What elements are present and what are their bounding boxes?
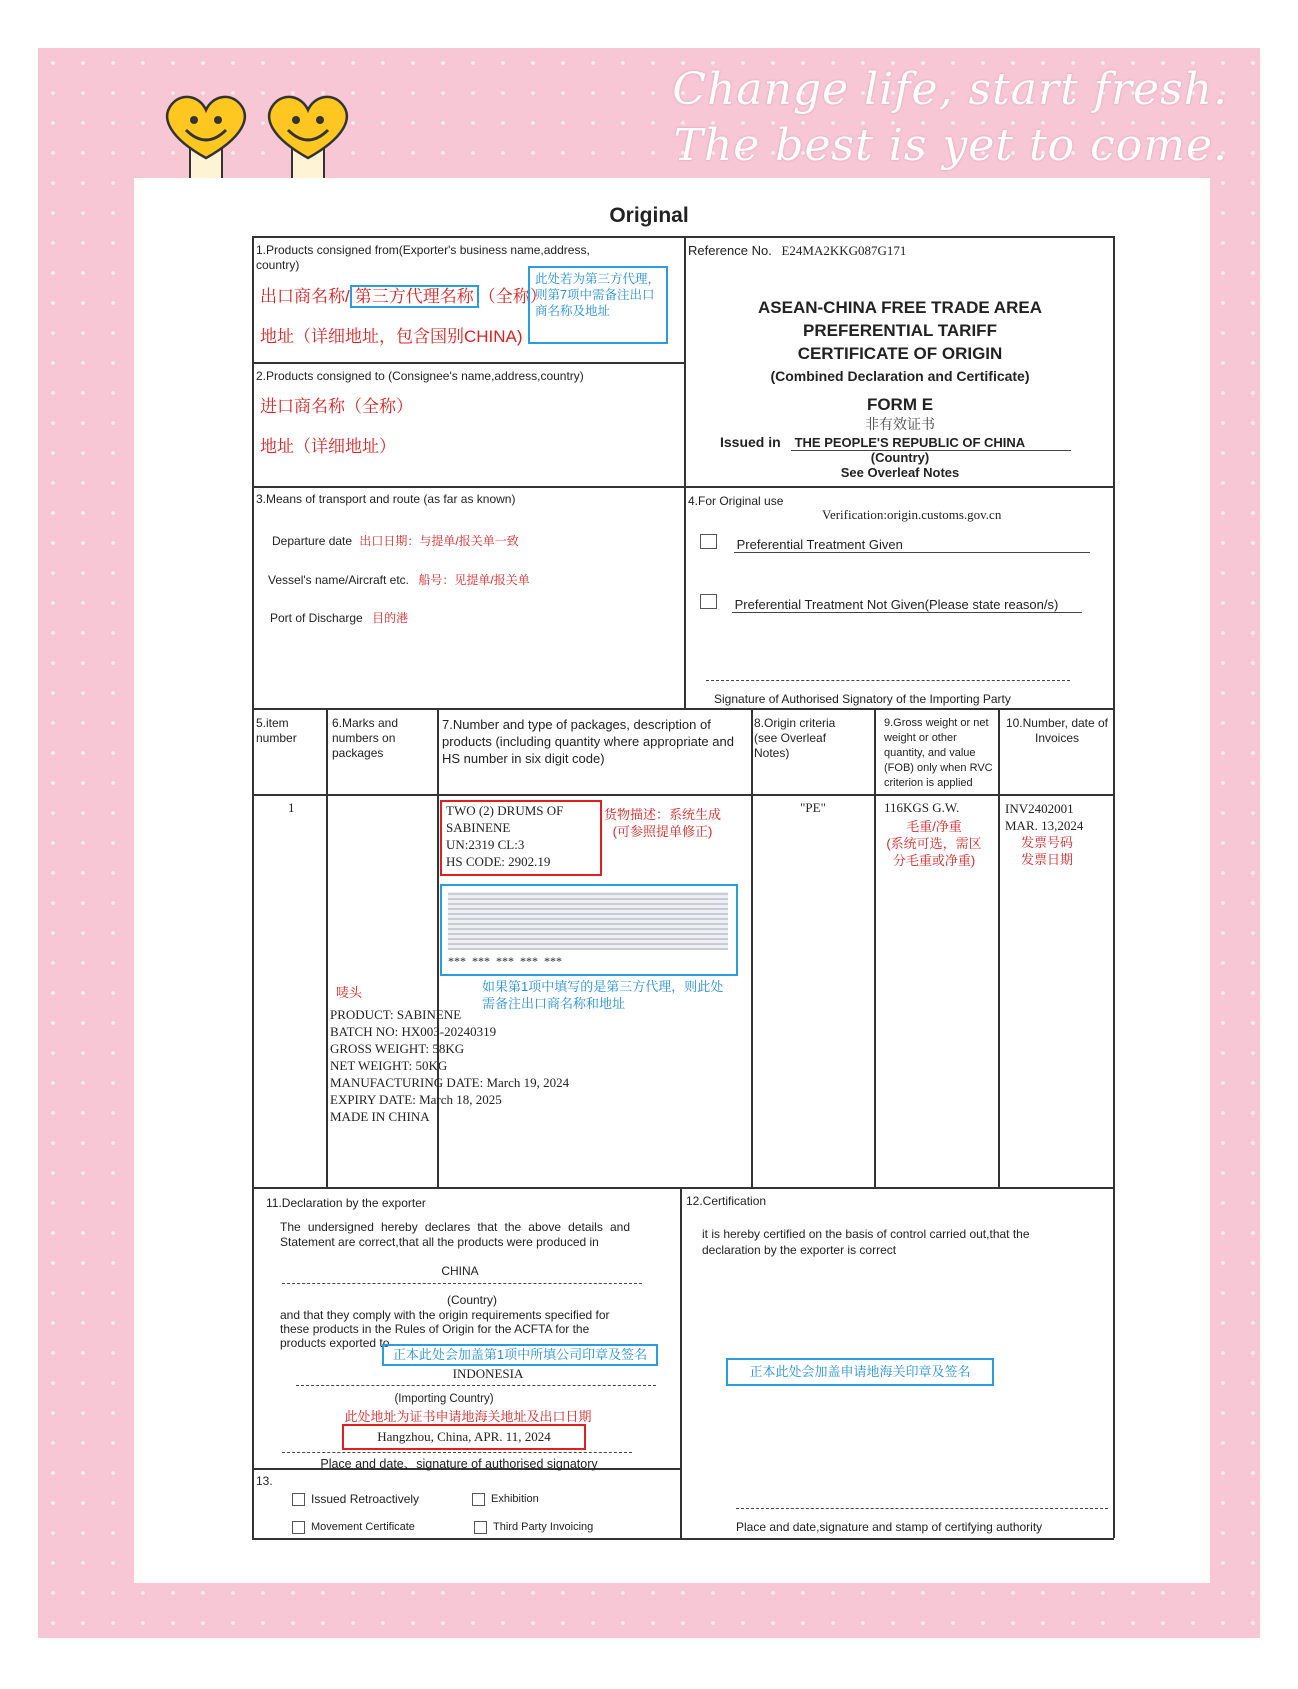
weight-note: 毛重/净重 (系统可选，需区 分毛重或净重) [886,819,982,868]
produced-country: CHINA [441,1264,479,1278]
divider-row2 [252,486,1114,488]
divider-row4 [252,1187,1114,1189]
origin-criterion: "PE" [800,800,826,815]
certification-text: it is hereby certified on the basis of control carried out,that the declaration by the exporter is correct [702,1227,1030,1257]
preferential-not-given-option[interactable]: Preferential Treatment Not Given(Please state reason/s) [700,594,1058,612]
third-party-remark: 如果第1项中填写的是第三方代理，则此处 需备注出口商名称和地址 [482,979,724,1011]
col-invoice: 10.Number, date of Invoices [1005,716,1109,745]
box3-label: 3.Means of transport and route (as far as known) [256,492,516,506]
smiley-heart-icon [262,88,354,180]
shipping-marks-label: 唛头 [336,985,363,1000]
goods-description: TWO (2) DRUMS OF SABINENE UN:2319 CL:3 HS CODE: 2902.19 [446,803,564,869]
checkbox[interactable] [472,1493,485,1506]
exporter-name: 出口商名称/ 第三方代理名称 （全称） [260,287,547,306]
signature-dashed-line [706,680,1070,681]
divider-col-header [252,794,1114,796]
box1-label: 1.Products consigned from(Exporter's business name,address, country) [256,243,590,272]
importing-dashed-line [296,1385,656,1386]
shipping-marks: PRODUCT: SABINENE BATCH NO: HX003-20240319 GROSS WEIGHT: 58KG NET WEIGHT: 50KG MANUFACTURING DATE: March 19, 2024 EXPIRY DATE: March 18, 2025 MADE IN CHINA [330,1007,570,1124]
divider-row3 [252,708,1114,710]
departure-date: Departure date 出口日期：与提单/报关单一致 [272,534,519,548]
certificate-header: ASEAN-CHINA FREE TRADE AREA PREFERENTIAL TARIFF CERTIFICATE OF ORIGIN (Combined Declaration and Certificate) FORM E [758,298,1042,414]
page-title: Original [609,204,689,227]
divider-box1-box2 [252,362,684,364]
box2-label: 2.Products consigned to (Consignee's name,address,country) [256,369,584,383]
description-note: 货物描述：系统生成 (可参照提单修正) [604,807,722,839]
blurred-exporter-info [448,892,728,950]
importing-country-label: (Importing Country) [394,1393,494,1405]
place-and-date-value: Hangzhou, China, APR. 11, 2024 [342,1424,586,1450]
invalid-certificate-mark: 非有效证书 [865,418,935,433]
third-party-note: 此处若为第三方代理，则第7项中需备注出口商名称及地址 [528,266,668,344]
box13-label: 13. [256,1474,273,1488]
exporter-stamp-note: 正本此处会加盖第1项中所填公司印章及签名 [382,1344,658,1366]
divider-col9 [874,708,876,1187]
issued-country: (Country) See Overleaf Notes [840,450,960,480]
banner-line-2: The best is yet to come. [673,120,1228,171]
table-border-bottom [252,1538,1114,1540]
box4-label: 4.For Original use [688,494,784,508]
place-label: Place and date、signature of authorised signatory [320,1457,598,1471]
certifying-dashed-line [736,1508,1108,1509]
vessel-name: Vessel's name/Aircraft etc. 船号：见提单/报关单 [268,573,530,587]
banner-line-1: Change life, start fresh. [672,64,1228,115]
col-origin-criteria: 8.Origin criteria (see Overleaf Notes) [754,716,836,760]
gross-weight: 116KGS G.W. [884,800,960,815]
smiley-heart-icon [160,88,252,180]
reference-number: Reference No. E24MA2KKG087G171 [688,243,907,258]
country-dashed-line [282,1283,642,1284]
col-item-number: 5.item number [256,716,297,745]
table-border-left [252,236,254,1538]
importing-country: INDONESIA [452,1366,524,1381]
verification-url: Verification:origin.customs.gov.cn [822,507,1002,522]
divider-col6 [326,708,328,1187]
certifying-signature-label: Place and date,signature and stamp of certifying authority [736,1520,1043,1534]
box12-label: 12.Certification [686,1194,767,1208]
port-of-discharge: Port of Discharge 目的港 [270,611,409,625]
third-party-invoicing-option[interactable]: Third Party Invoicing [474,1520,593,1535]
checkbox[interactable] [292,1521,305,1534]
box11-label: 11.Declaration by the exporter [266,1196,426,1210]
movement-certificate-option[interactable]: Movement Certificate [292,1520,415,1535]
importer-address: 地址（详细地址） [260,437,396,456]
checkbox[interactable] [700,594,717,609]
col-weight: 9.Gross weight or net weight or other quantity, and value (FOB) only when RVC criterion is applied [884,717,993,789]
place-dashed-line [282,1452,632,1453]
issued-retroactively-option[interactable]: Issued Retroactively [292,1492,419,1507]
place-note: 此处地址为证书申请地海关地址及出口日期 [344,1409,592,1424]
checkbox[interactable] [292,1493,305,1506]
divider-col8 [751,708,753,1187]
preferential-given-option[interactable]: Preferential Treatment Given [700,534,903,552]
option2-underline [732,612,1082,613]
invoice-info: INV2402001 MAR. 13,2024 [1005,801,1084,833]
col-description: 7.Number and type of packages, description of products (including quantity where appropriate and HS number in six digit code) [442,717,734,766]
banner-text [672,62,1228,174]
checkbox[interactable] [474,1521,487,1534]
invoice-note: 发票号码 发票日期 [1020,835,1073,867]
item-number: 1 [288,800,295,815]
masked-stars: *** *** *** *** *** [448,954,562,968]
exporter-info-box [440,884,738,976]
exhibition-option[interactable]: Exhibition [472,1492,539,1507]
option1-underline [734,552,1090,553]
divider-col10 [998,708,1000,1187]
table-border-top [252,236,1114,238]
importer-name: 进口商名称（全称） [260,397,413,416]
issued-in: Issued in THE PEOPLE'S REPUBLIC OF CHINA [720,434,1026,450]
divider-lower-middle [680,1187,682,1538]
exporter-declaration-text: The undersigned hereby declares that the above details and Statement are correct,that all the products were produced in [280,1220,630,1249]
checkbox[interactable] [700,534,717,549]
customs-stamp-note: 正本此处会加盖申请地海关印章及签名 [726,1358,994,1386]
exporter-address: 地址（详细地址，包含国别CHINA) [260,327,523,346]
country-label: (Country) [446,1293,497,1307]
origin-compliance-text: and that they comply with the origin requirements specified for these products in the Rules of Origin for the ACFTA for the products exported to [280,1308,610,1350]
col-marks: 6.Marks and numbers on packages [332,716,399,760]
importing-signature-label: Signature of Authorised Signatory of the Importing Party [714,692,1011,706]
